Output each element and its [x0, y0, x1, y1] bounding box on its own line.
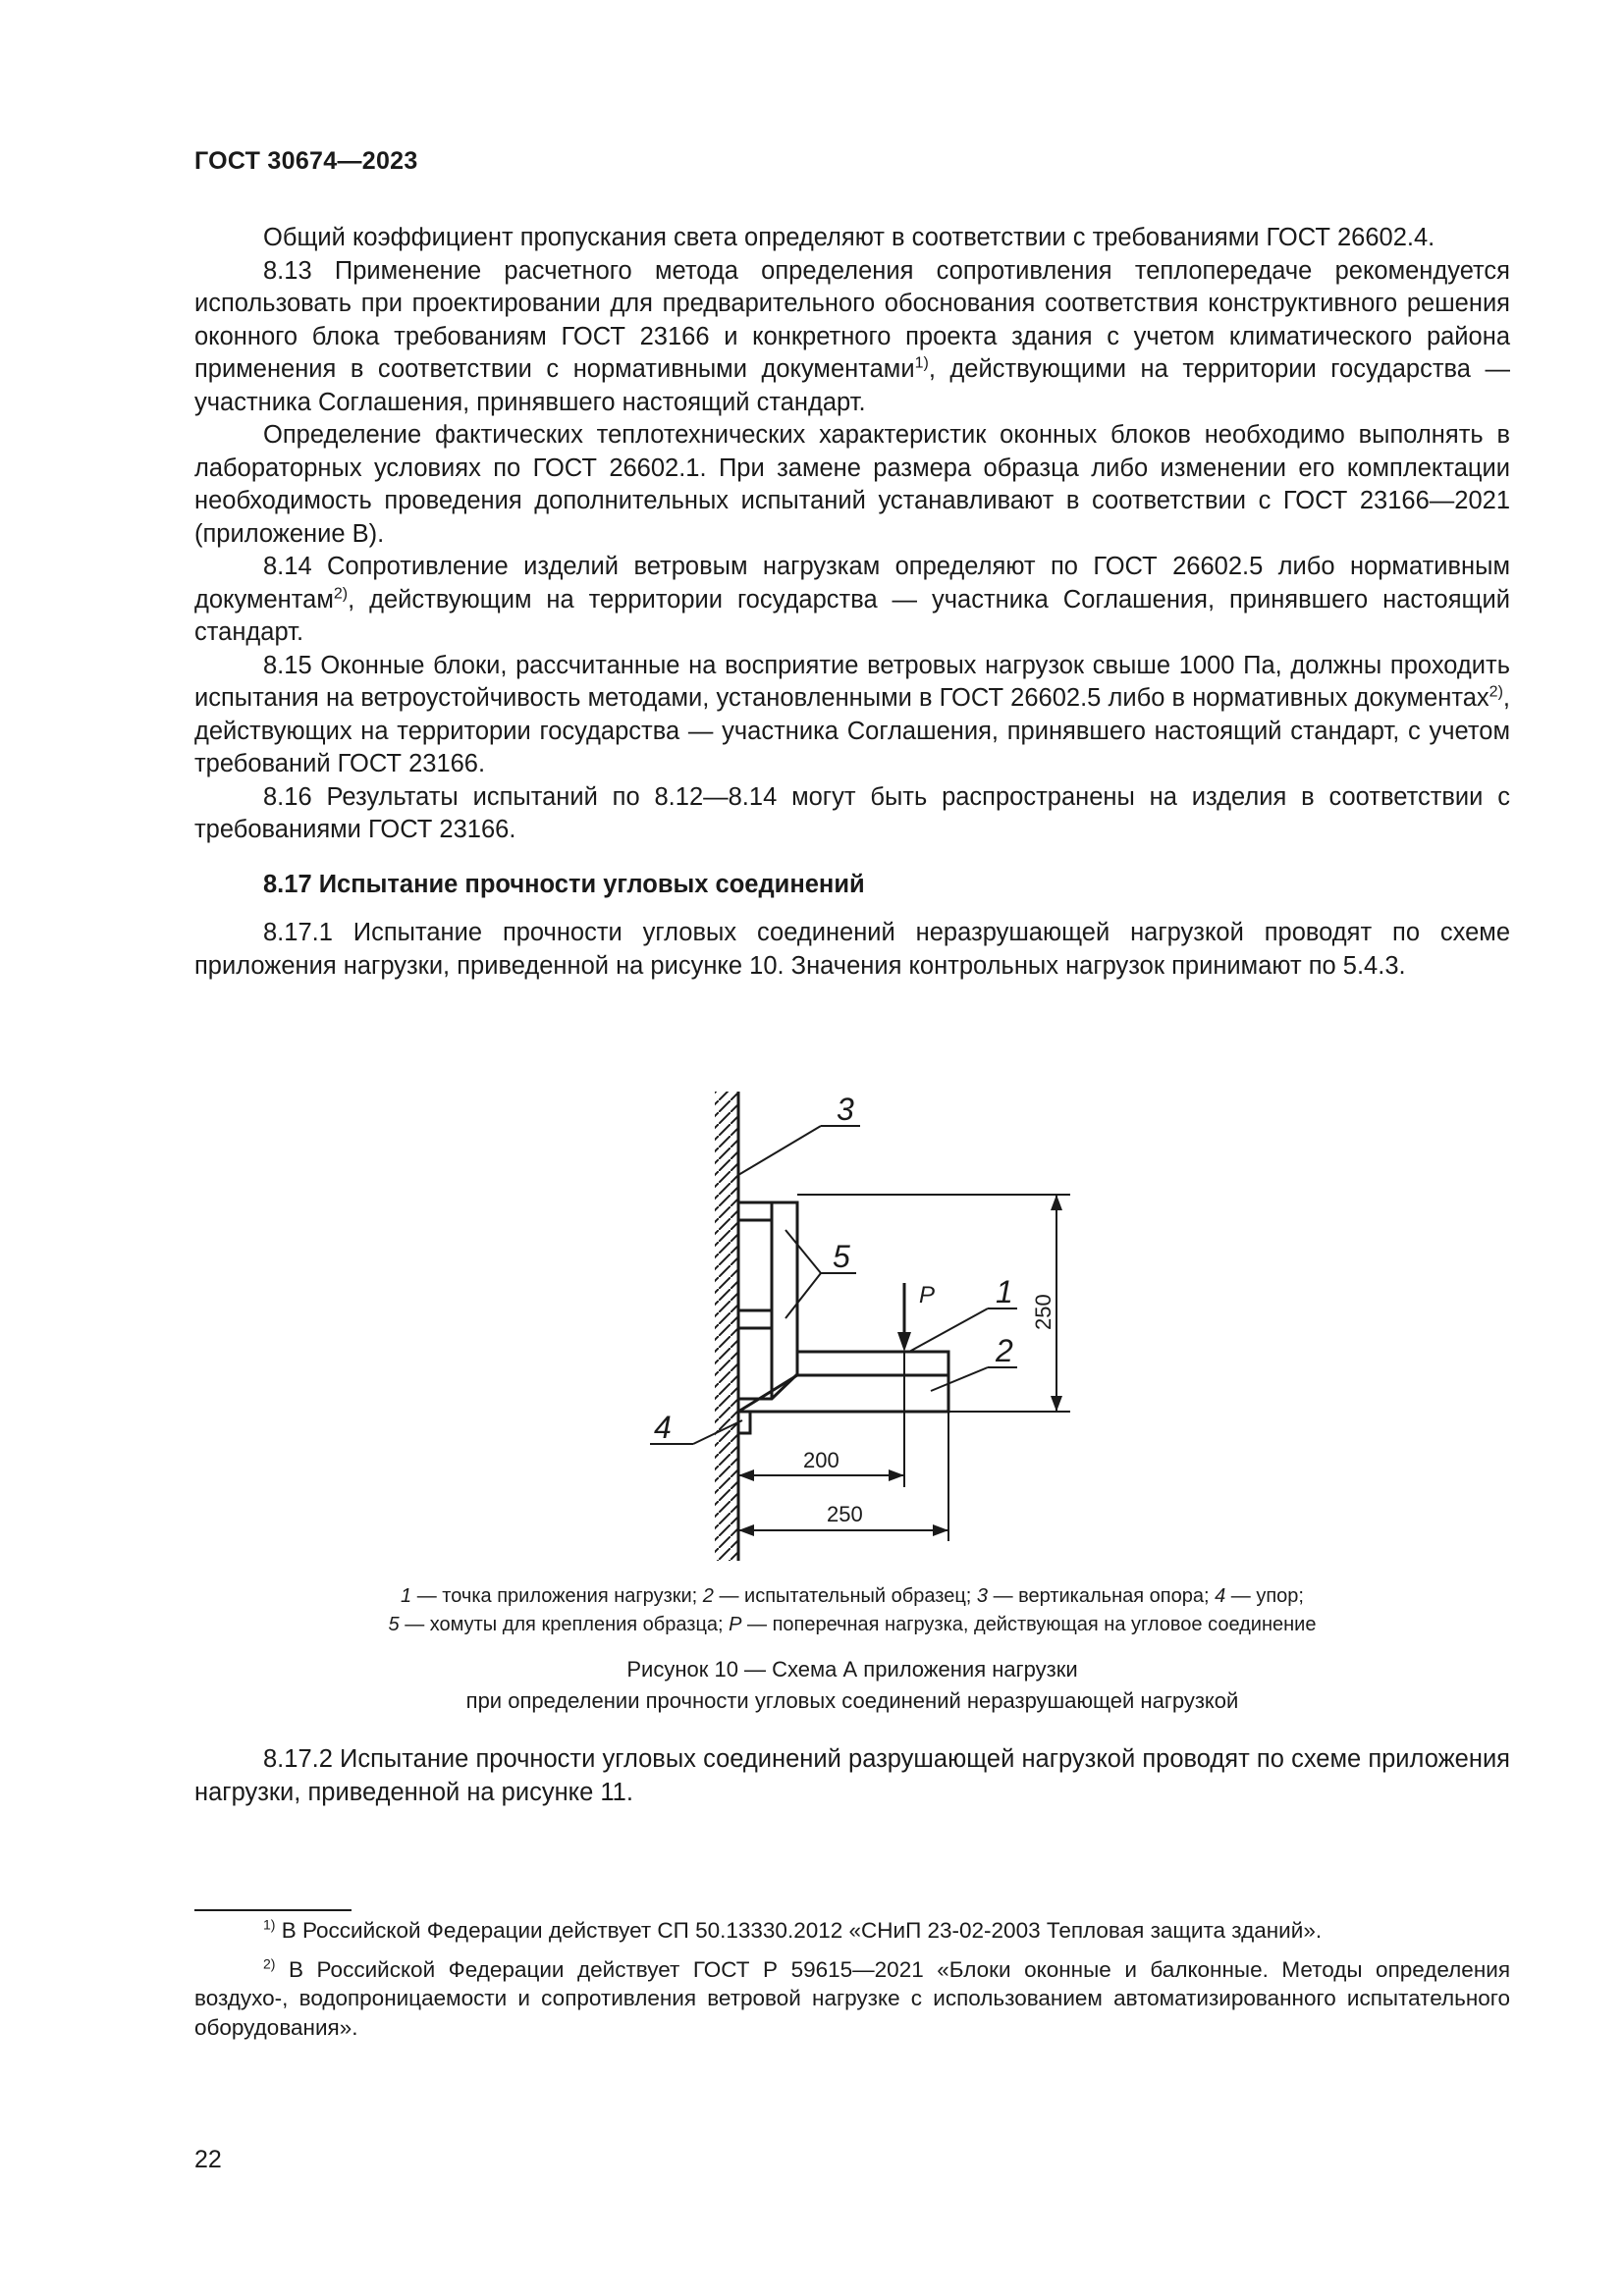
dim-arrow-down	[1051, 1396, 1062, 1412]
paragraph-light-transmission: Общий коэффициент пропускания света определяют в соответствии с требованиями ГОСТ 26602.4.	[263, 224, 1435, 251]
page-number: 22	[194, 2146, 222, 2173]
specimen-horizontal-member	[738, 1352, 948, 1412]
dim-arrow-up	[1051, 1195, 1062, 1210]
caption-line-2: при определении прочности угловых соединений неразрушающей нагрузкой	[465, 1688, 1239, 1713]
legend-line-1: 1 — точка приложения нагрузки; 2 — испытательный образец; 3 — вертикальная опора; 4 — упор;	[401, 1585, 1304, 1607]
footnote-2: $^{2)}$ В Российской Федерации действует ГОСТ Р 59615—2021 «Блоки оконные и балконные. Методы определения воздухо-, водопроницаемости и сопротивления ветровой нагрузке с использованием автоматизированного испытательного оборудования».	[194, 1955, 1510, 2040]
dim-arrow-250-right	[933, 1524, 948, 1536]
load-arrow-head	[897, 1332, 911, 1352]
paragraph-8-16: 8.16 Результаты испытаний по 8.12—8.14 могут быть распространены на изделия в соответствии с требованиями ГОСТ 23166.	[194, 782, 1510, 843]
callout-5: 5	[833, 1239, 850, 1274]
caption-line-1: Рисунок 10 — Схема А приложения нагрузки	[626, 1657, 1078, 1682]
dim-arrow-250-left	[738, 1524, 754, 1536]
section-heading-8-17: 8.17 Испытание прочности угловых соединений	[263, 870, 865, 898]
leader-1	[909, 1308, 988, 1352]
footnote-ref: 1)	[914, 354, 929, 372]
callout-3: 3	[837, 1092, 854, 1127]
callout-4: 4	[654, 1410, 672, 1445]
dim-label-200: 200	[803, 1448, 839, 1472]
footnote-divider	[194, 1909, 352, 1911]
dim-arrow-200-left	[738, 1469, 754, 1481]
document-header: ГОСТ 30674—2023	[194, 147, 418, 175]
paragraph-8-14: 8.14 Сопротивление изделий ветровым нагрузкам определяют по ГОСТ 26602.5 либо нормативным документам$^{2)}$, действующим на территории государства — участника Соглашения, принявшего настоящий стандарт.	[194, 553, 1510, 646]
body-text-continued	[194, 1743, 1510, 1809]
wall-hatching	[715, 1092, 738, 1561]
footnote-ref: 2)	[333, 585, 349, 602]
figure-10-diagram	[0, 1065, 1624, 1585]
footnote-1: $^{1)}$ В Российской Федерации действует СП 50.13330.2012 «СНиП 23-02-2003 Тепловая защита зданий».	[263, 1916, 1323, 1943]
legend-line-2: 5 — хомуты для крепления образца; P — поперечная нагрузка, действующая на угловое соединение	[388, 1614, 1317, 1635]
dim-label-250-horizontal: 250	[827, 1502, 863, 1526]
paragraph-8-15: 8.15 Оконные блоки, рассчитанные на восприятие ветровых нагрузок свыше 1000 Па, должны проходить испытания на ветроустойчивость методами, установленными в ГОСТ 26602.5 либо в нормативных документах$^{2)}$, действующих на территории государства — участника Соглашения, принявшего настоящий стандарт, с учетом требований ГОСТ 23166.	[194, 651, 1510, 777]
footnote-ref: 2)	[1489, 683, 1503, 701]
dim-label-250-vertical: 250	[1031, 1294, 1056, 1330]
figure-legend	[194, 1582, 1510, 1639]
callout-2: 2	[996, 1333, 1013, 1368]
paragraph-8-17-2: 8.17.2 Испытание прочности угловых соединений разрушающей нагрузкой проводят по схеме приложения нагрузки, приведенной на рисунке 11.	[194, 1745, 1510, 1806]
load-label: P	[919, 1282, 936, 1308]
dim-arrow-200-right	[889, 1469, 904, 1481]
paragraph-8-17-1: 8.17.1 Испытание прочности угловых соединений неразрушающей нагрузкой проводят по схеме приложения нагрузки, приведенной на рисунке 10. Значения контрольных нагрузок принимают по 5.4.3.	[194, 919, 1510, 980]
leader-3	[738, 1126, 821, 1175]
callout-1: 1	[996, 1274, 1013, 1309]
specimen-vertical-member	[772, 1202, 797, 1399]
paragraph-thermal-tests: Определение фактических теплотехнических характеристик оконных блоков необходимо выполнять в лабораторных условиях по ГОСТ 26602.1. При замене размера образца либо изменении его комплектации необходимость проведения дополнительных испытаний устанавливают в соответствии с ГОСТ 23166—2021 (приложение В).	[194, 421, 1510, 548]
footnotes	[194, 1916, 1510, 2052]
paragraph-8-13: 8.13 Применение расчетного метода определения сопротивления теплопередаче рекомендуется использовать при проектировании для предварительного обоснования соответствия конструктивного решения оконного блока требованиям ГОСТ 23166 и конкретного проекта здания с учетом климатического района применения в соответствии с нормативными документами$^{1)}$, действующими на территории государства — участника Соглашения, принявшего настоящий стандарт.	[194, 256, 1510, 416]
figure-caption	[194, 1654, 1510, 1717]
body-text	[194, 222, 1510, 983]
